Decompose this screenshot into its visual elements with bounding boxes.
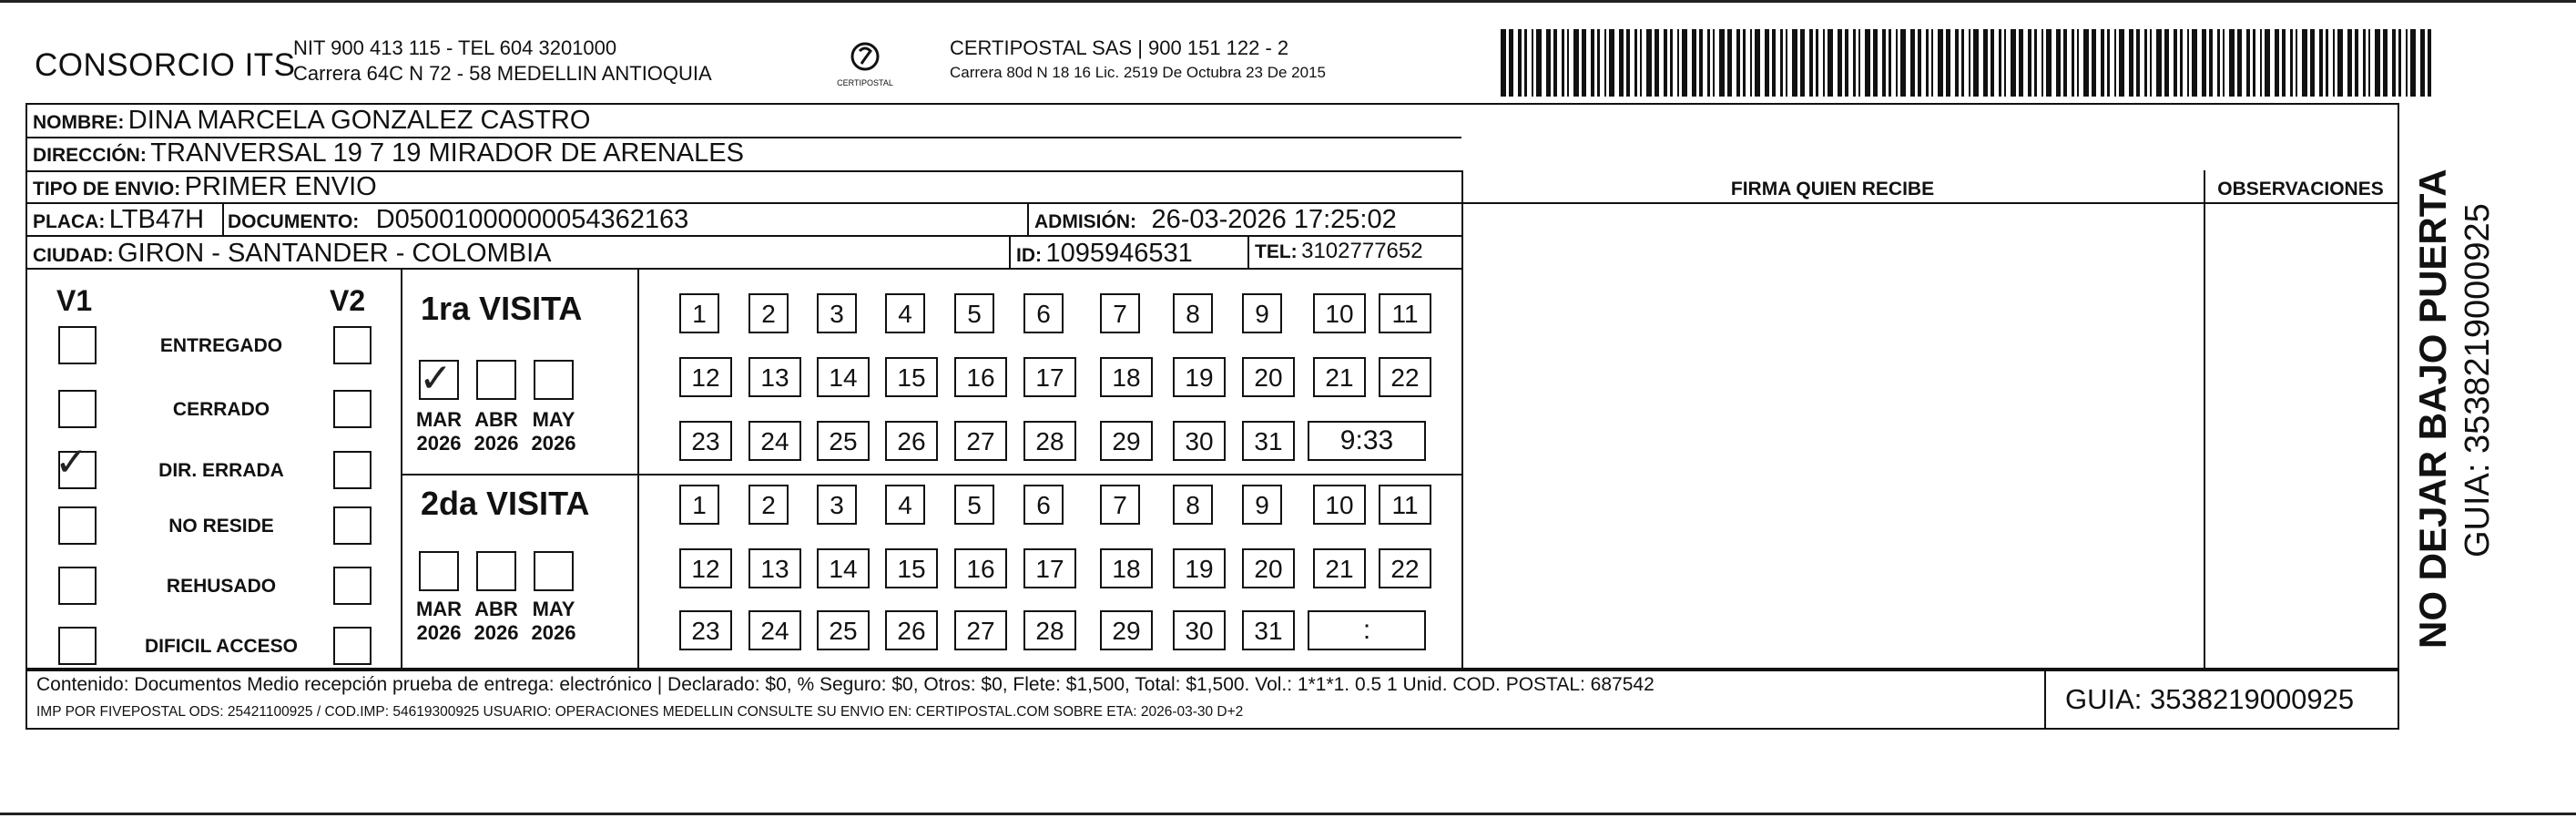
barcode-bar (1546, 29, 1551, 97)
name-label: NOMBRE: (33, 112, 125, 133)
city-value: GIRON - SANTANDER - COLOMBIA (117, 239, 552, 268)
barcode-bar (1646, 29, 1652, 97)
day-box[interactable]: 20 (1242, 357, 1295, 397)
address-value: TRANVERSAL 19 7 19 MIRADOR DE ARENALES (150, 138, 744, 168)
name-value: DINA MARCELA GONZALEZ CASTRO (127, 106, 591, 135)
city-label: CIUDAD: (33, 245, 114, 266)
barcode-bar (2156, 29, 2162, 97)
barcode-bar (2260, 29, 2262, 97)
barcode-bar (2246, 29, 2250, 97)
barcode-bar (2028, 29, 2031, 97)
check-mark-icon: ✓ (419, 355, 453, 402)
v1-checkbox[interactable] (58, 326, 97, 364)
barcode-bar (2406, 29, 2408, 97)
day-box[interactable]: 26 (885, 610, 938, 650)
barcode-bar (2217, 29, 2220, 97)
plate-field (33, 205, 204, 235)
month-year: 2026 (531, 621, 576, 644)
barcode-bar (2223, 29, 2225, 97)
day-box[interactable]: 3 (817, 485, 857, 525)
tel-label: TEL: (1255, 241, 1298, 262)
v1-checkbox[interactable] (58, 390, 97, 428)
barcode-bar (1536, 29, 1542, 97)
day-box[interactable]: 30 (1173, 421, 1226, 461)
barcode-bar (2046, 29, 2052, 97)
v1-header: V1 (56, 284, 93, 317)
day-box[interactable]: 4 (885, 485, 925, 525)
barcode-bar (1845, 29, 1848, 97)
barcode-bar (2428, 29, 2431, 97)
check-mark-icon: ✓ (55, 439, 88, 486)
month-name: MAR (415, 598, 463, 620)
day-box[interactable]: 24 (748, 421, 801, 461)
day-box[interactable]: 5 (954, 293, 994, 333)
day-box[interactable]: 10 (1313, 485, 1366, 525)
month-checkbox[interactable] (476, 360, 516, 400)
day-box[interactable]: 15 (885, 548, 938, 588)
barcode-bar (1938, 29, 1943, 97)
day-box[interactable]: 14 (817, 548, 870, 588)
day-box[interactable]: 5 (954, 485, 994, 525)
month-checkbox[interactable] (476, 551, 516, 591)
barcode-bar (2202, 29, 2206, 97)
barcode-bar (1727, 29, 1732, 97)
day-box[interactable]: 16 (954, 548, 1007, 588)
barcode-bar (2383, 29, 2388, 97)
barcode-bar (2333, 29, 2335, 97)
id-label: ID: (1016, 245, 1042, 266)
barcode-bar (1736, 29, 1740, 97)
day-box[interactable]: 21 (1313, 548, 1366, 588)
status-label: ENTREGADO (159, 335, 283, 356)
barcode-bar (1910, 29, 1915, 97)
status-label: NO RESIDE (168, 516, 274, 537)
day-box[interactable]: 1 (679, 293, 719, 333)
company-address: Carrera 64C N 72 - 58 MEDELLIN ANTIOQUIA (293, 62, 712, 85)
barcode-bar (2420, 29, 2425, 97)
company-name: CONSORCIO ITS (35, 47, 296, 83)
tel-field (1255, 239, 1423, 264)
barcode-bar (2363, 29, 2366, 97)
month-name: ABR (474, 408, 518, 431)
month-year: 2026 (473, 432, 519, 455)
barcode-bar (1823, 29, 1825, 97)
day-box[interactable]: 29 (1100, 610, 1153, 650)
month-year: 2026 (416, 621, 462, 644)
barcode-bar (2114, 29, 2116, 97)
status-label: CERRADO (172, 399, 270, 420)
barcode-bar (1946, 29, 1950, 97)
month-label (407, 598, 471, 645)
barcode-bar (1518, 29, 1522, 97)
month-year: 2026 (531, 432, 576, 455)
day-box[interactable]: 14 (817, 357, 870, 397)
v1-checkbox[interactable] (58, 627, 97, 665)
day-box[interactable]: 3 (817, 293, 857, 333)
day-box[interactable]: 7 (1100, 485, 1140, 525)
admission-value: 26-03-2026 17:25:02 (1151, 205, 1397, 234)
v2-checkbox[interactable] (333, 627, 372, 665)
barcode-bar (2072, 29, 2074, 97)
barcode-bar (1532, 29, 1533, 97)
side-guia: GUIA: 3538219000925 (2459, 203, 2497, 557)
day-box[interactable]: 17 (1023, 357, 1076, 397)
second-visit-title: 2da VISITA (421, 485, 590, 522)
send-type-field (33, 172, 377, 202)
day-box[interactable]: 30 (1173, 610, 1226, 650)
day-box[interactable]: 7 (1100, 293, 1140, 333)
day-box[interactable]: 26 (885, 421, 938, 461)
day-box[interactable]: 8 (1173, 485, 1213, 525)
barcode-bar (2119, 29, 2124, 97)
barcode-bar (2368, 29, 2370, 97)
barcode-bar (2355, 29, 2358, 97)
barcode-bar (1896, 29, 1898, 97)
day-box[interactable]: 2 (748, 485, 789, 525)
barcode-bar (2302, 29, 2307, 97)
day-box[interactable]: 21 (1313, 357, 1366, 397)
barcode-bar (2056, 29, 2061, 97)
barcode-bar (2398, 29, 2401, 97)
day-box[interactable]: 29 (1100, 421, 1153, 461)
day-box[interactable]: 8 (1173, 293, 1213, 333)
barcode-bar (1882, 29, 1886, 97)
barcode-bar (2296, 29, 2297, 97)
day-box[interactable]: 1 (679, 485, 719, 525)
day-box[interactable]: 12 (679, 357, 732, 397)
barcode-bar (2375, 29, 2380, 97)
barcode-bar (1765, 29, 1769, 97)
barcode-bar (2180, 29, 2183, 97)
barcode (1501, 29, 2435, 97)
day-box[interactable]: 6 (1023, 485, 1064, 525)
barcode-bar (2282, 29, 2286, 97)
barcode-bar (2192, 29, 2197, 97)
barcode-bar (1509, 29, 1513, 97)
tel-value: 3102777652 (1301, 239, 1423, 263)
barcode-bar (2164, 29, 2169, 97)
document-field (228, 205, 688, 235)
admission-field (1034, 205, 1397, 235)
month-label (464, 408, 528, 455)
barcode-bar (1707, 29, 1710, 97)
month-year: 2026 (473, 621, 519, 644)
certipostal-address: Carrera 80d N 18 16 Lic. 2519 De Octubra 23 De 2015 (950, 64, 1326, 81)
day-box[interactable]: 9 (1242, 293, 1282, 333)
barcode-bar (1582, 29, 1586, 97)
barcode-bar (1719, 29, 1725, 97)
barcode-bar (1755, 29, 1760, 97)
company-nit: NIT 900 413 115 - TEL 604 3201000 (293, 36, 617, 59)
v2-checkbox[interactable] (333, 567, 372, 605)
barcode-bar (1682, 29, 1687, 97)
day-box[interactable]: 10 (1313, 293, 1366, 333)
barcode-bar (2101, 29, 2104, 97)
day-box[interactable]: 13 (748, 548, 801, 588)
barcode-bar (2229, 29, 2235, 97)
v2-checkbox[interactable] (333, 390, 372, 428)
no-under-door-warning: NO DEJAR BAJO PUERTA (2411, 169, 2454, 649)
month-name: MAR (415, 408, 463, 431)
barcode-bar (2265, 29, 2270, 97)
day-box[interactable]: 22 (1379, 357, 1431, 397)
barcode-bar (1865, 29, 1870, 97)
day-box[interactable]: 18 (1100, 357, 1153, 397)
certipostal-logo-icon (832, 33, 898, 98)
barcode-bar (2209, 29, 2213, 97)
barcode-bar (1501, 29, 1506, 97)
v2-header: V2 (330, 284, 366, 317)
day-box[interactable]: 2 (748, 293, 789, 333)
barcode-bar (1816, 29, 1818, 97)
barcode-bar (2092, 29, 2096, 97)
barcode-bar (1626, 29, 1630, 97)
day-box[interactable]: 31 (1242, 610, 1295, 650)
plate-value: LTB47H (108, 205, 205, 234)
barcode-bar (1699, 29, 1703, 97)
month-label (407, 408, 471, 455)
footer-imp: IMP POR FIVEPOSTAL ODS: 25421100925 / COD.IMP: 54619300925 USUARIO: OPERACIONES MEDELLIN CONSULTE SU ENVIO EN: CERTIPOSTAL.COM SOBRE ETA: 2026-03-30 D+2 (36, 704, 1244, 720)
barcode-bar (2144, 29, 2147, 97)
barcode-bar (1655, 29, 1659, 97)
day-box[interactable]: 11 (1379, 293, 1431, 333)
barcode-bar (1900, 29, 1906, 97)
day-box[interactable]: 23 (679, 610, 732, 650)
barcode-bar (2410, 29, 2416, 97)
barcode-bar (1670, 29, 1673, 97)
month-label (522, 408, 585, 455)
month-name: MAY (532, 598, 575, 620)
barcode-bar (1619, 29, 1624, 97)
barcode-bar (2337, 29, 2343, 97)
barcode-bar (2174, 29, 2177, 97)
barcode-bar (1853, 29, 1856, 97)
day-box[interactable]: 28 (1023, 610, 1076, 650)
day-box[interactable]: 6 (1023, 293, 1064, 333)
barcode-bar (2290, 29, 2293, 97)
day-box[interactable]: 19 (1173, 548, 1226, 588)
bottom-border (0, 813, 2576, 815)
barcode-bar (1634, 29, 1637, 97)
address-field (33, 138, 744, 169)
month-name: MAY (532, 408, 575, 431)
v1-checkbox[interactable] (58, 567, 97, 605)
barcode-bar (1809, 29, 1813, 97)
barcode-bar (2034, 29, 2037, 97)
document-label: DOCUMENTO: (228, 211, 360, 232)
barcode-bar (1692, 29, 1696, 97)
barcode-bar (1604, 29, 1606, 97)
day-box[interactable]: 25 (817, 610, 870, 650)
barcode-bar (1838, 29, 1842, 97)
barcode-bar (1713, 29, 1715, 97)
certipostal-name: CERTIPOSTAL SAS | 900 151 122 - 2 (950, 36, 1289, 59)
address-label: DIRECCIÓN: (33, 145, 147, 166)
barcode-bar (1999, 29, 2001, 97)
barcode-bar (1750, 29, 1752, 97)
barcode-bar (1873, 29, 1878, 97)
barcode-bar (2253, 29, 2255, 97)
month-name: ABR (474, 598, 518, 620)
barcode-bar (1983, 29, 1988, 97)
footer-content: Contenido: Documentos Medio recepción prueba de entrega: electrónico | Declarado: $0, % Seguro: $0, Otros: $0, Flete: $1,500, Total: $1,500. Vol.: 1*1*1. 0.5 1 Unid. COD. POSTAL: 687542 (36, 674, 1655, 695)
barcode-bar (2136, 29, 2140, 97)
id-value: 1095946531 (1045, 239, 1193, 268)
barcode-bar (1562, 29, 1564, 97)
day-box[interactable]: 20 (1242, 548, 1295, 588)
barcode-bar (2019, 29, 2023, 97)
v2-checkbox[interactable] (333, 451, 372, 489)
barcode-bar (2319, 29, 2323, 97)
barcode-bar (1597, 29, 1600, 97)
v2-checkbox[interactable] (333, 506, 372, 545)
barcode-bar (1609, 29, 1614, 97)
status-label: DIR. ERRADA (158, 460, 284, 481)
send-type-label: TIPO DE ENVIO: (33, 179, 181, 199)
barcode-bar (2083, 29, 2089, 97)
day-box[interactable]: 15 (885, 357, 938, 397)
barcode-bar (2326, 29, 2328, 97)
day-box[interactable]: 12 (679, 548, 732, 588)
barcode-bar (2107, 29, 2110, 97)
first-visit-title: 1ra VISITA (421, 290, 583, 327)
barcode-bar (2129, 29, 2133, 97)
month-label (522, 598, 585, 645)
barcode-bar (1772, 29, 1776, 97)
day-box[interactable]: 31 (1242, 421, 1295, 461)
barcode-bar (1792, 29, 1797, 97)
barcode-bar (1743, 29, 1746, 97)
barcode-bar (2237, 29, 2242, 97)
signature-header: FIRMA QUIEN RECIBE (1730, 179, 1935, 199)
day-box[interactable]: 22 (1379, 548, 1431, 588)
top-border (0, 0, 2576, 3)
month-checkbox[interactable] (419, 551, 459, 591)
month-checkbox[interactable] (534, 551, 574, 591)
day-box[interactable]: 19 (1173, 357, 1226, 397)
day-box[interactable]: 25 (817, 421, 870, 461)
day-box[interactable]: 27 (954, 421, 1007, 461)
admission-label: ADMISIÓN: (1034, 211, 1136, 232)
barcode-bar (1780, 29, 1783, 97)
day-box[interactable]: 13 (748, 357, 801, 397)
barcode-bar (1677, 29, 1679, 97)
barcode-bar (2063, 29, 2067, 97)
month-year: 2026 (416, 432, 462, 455)
barcode-bar (1524, 29, 1527, 97)
barcode-bar (1931, 29, 1933, 97)
barcode-bar (1800, 29, 1805, 97)
barcode-bar (1664, 29, 1667, 97)
v2-checkbox[interactable] (333, 326, 372, 364)
document-value: D05001000000054362163 (375, 205, 689, 234)
day-box[interactable]: 16 (954, 357, 1007, 397)
status-label: REHUSADO (166, 576, 277, 597)
observations-header: OBSERVACIONES (2217, 179, 2384, 199)
barcode-bar (2004, 29, 2006, 97)
barcode-bar (1553, 29, 1557, 97)
barcode-bar (1955, 29, 1959, 97)
barcode-bar (1573, 29, 1579, 97)
barcode-bar (2077, 29, 2079, 97)
barcode-bar (2392, 29, 2396, 97)
barcode-bar (1640, 29, 1642, 97)
barcode-bar (1973, 29, 1979, 97)
barcode-bar (1567, 29, 1569, 97)
barcode-bar (2310, 29, 2315, 97)
guia-number: GUIA: 3538219000925 (2065, 683, 2355, 715)
barcode-bar (1786, 29, 1787, 97)
day-box[interactable]: 4 (885, 293, 925, 333)
second-visit-time[interactable]: : (1308, 610, 1426, 650)
barcode-bar (1858, 29, 1860, 97)
city-field (33, 239, 552, 269)
v1-checkbox[interactable] (58, 506, 97, 545)
barcode-bar (2187, 29, 2189, 97)
day-box[interactable]: 27 (954, 610, 1007, 650)
day-box[interactable]: 23 (679, 421, 732, 461)
logo-text: CERTIPOSTAL (837, 78, 893, 87)
send-type-value: PRIMER ENVIO (184, 172, 377, 201)
barcode-bar (2275, 29, 2279, 97)
name-field (33, 106, 590, 136)
month-checkbox[interactable] (534, 360, 574, 400)
barcode-bar (1889, 29, 1891, 97)
first-visit-time[interactable]: 9:33 (1308, 421, 1426, 461)
plate-label: PLACA: (33, 211, 106, 232)
day-box[interactable]: 18 (1100, 548, 1153, 588)
barcode-bar (1828, 29, 1833, 97)
barcode-bar (1918, 29, 1921, 97)
barcode-bar (1969, 29, 1970, 97)
barcode-bar (2011, 29, 2016, 97)
barcode-bar (2041, 29, 2043, 97)
day-box[interactable]: 9 (1242, 485, 1282, 525)
id-field (1016, 239, 1193, 269)
status-label: DIFICIL ACCESO (144, 636, 298, 657)
barcode-bar (1591, 29, 1594, 97)
day-box[interactable]: 17 (1023, 548, 1076, 588)
barcode-bar (2347, 29, 2352, 97)
day-box[interactable]: 24 (748, 610, 801, 650)
month-label (464, 598, 528, 645)
barcode-bar (1991, 29, 1994, 97)
day-box[interactable]: 11 (1379, 485, 1431, 525)
barcode-bar (2150, 29, 2152, 97)
day-box[interactable]: 28 (1023, 421, 1076, 461)
barcode-bar (1961, 29, 1964, 97)
barcode-bar (1926, 29, 1929, 97)
